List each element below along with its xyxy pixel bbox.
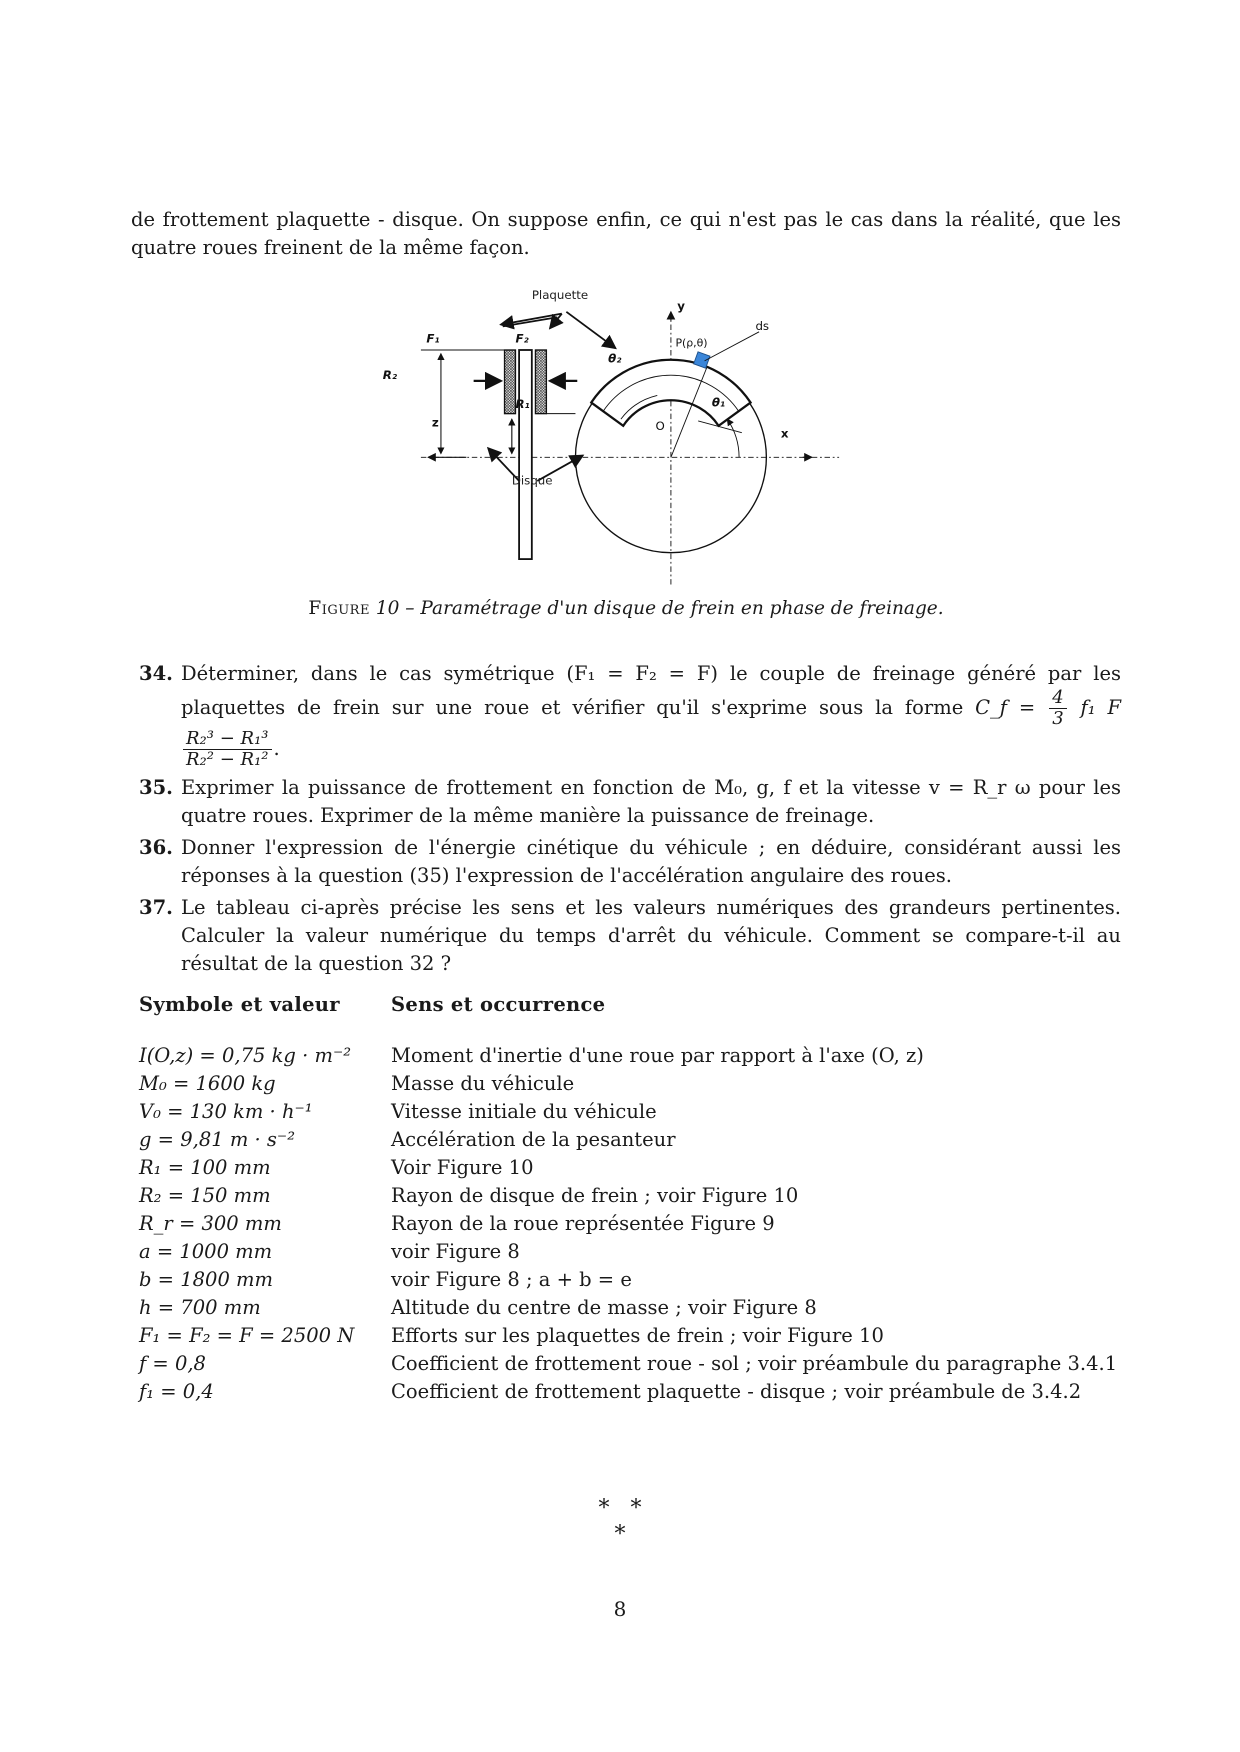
table-row: g = 9,81 m · s⁻² Accélération de la pesanteur — [139, 1128, 676, 1151]
label-x: x — [780, 426, 789, 441]
formula-fraction-2: $\frac{\text{R₂³ − R₁³}}{\text{R₂² − R₁²}}$ — [183, 729, 272, 770]
question-35 — [131, 774, 1121, 830]
label-r2: R₂ — [382, 368, 397, 383]
table-row: a = 1000 mm voir Figure 8 — [139, 1240, 520, 1263]
label-f2: F₂ — [515, 331, 529, 346]
question-text: Donner l'expression de l'énergie cinétique du véhicule ; en déduire, considérant aussi les réponses à la question (35) l'expression de l'accélération angulaire des roues. — [181, 836, 1121, 887]
questions-list — [131, 660, 1121, 982]
table-row: b = 1800 mm voir Figure 8 ; a + b = e — [139, 1268, 632, 1291]
table-row: R_r = 300 mm Rayon de la roue représentée Figure 9 — [139, 1212, 775, 1235]
question-text: Déterminer, dans le cas symétrique (F₁ = F₂ = F) le couple de freinage généré par les plaquettes de frein sur une roue et vérifier qu'il s'exprime sous la forme — [181, 662, 1121, 719]
label-r1: R₁ — [515, 397, 530, 412]
question-number: 37. — [139, 896, 173, 919]
table-row: h = 700 mm Altitude du centre de masse ; voir Figure 8 — [139, 1296, 817, 1319]
figure-caption-text: – Paramétrage d'un disque de frein en phase de freinage. — [405, 598, 944, 619]
question-number: 36. — [139, 836, 173, 859]
label-theta2: θ₂ — [608, 351, 622, 366]
question-text: Exprimer la puissance de frottement en fonction de M₀, g, f et la vitesse v = R_r ω pour les quatre roues. Exprimer de la même manière la puissance de freinage. — [181, 776, 1121, 827]
table-row: I(O,z) = 0,75 kg · m⁻² Moment d'inertie d'une roue par rapport à l'axe (O, z) — [139, 1044, 924, 1067]
label-theta1: θ₁ — [711, 395, 726, 410]
label-o: O — [655, 419, 665, 433]
table-header-description: Sens et occurrence — [391, 993, 606, 1016]
label-f1: F₁ — [426, 331, 440, 346]
label-plaquette: Plaquette — [531, 290, 589, 303]
question-text: Le tableau ci-après précise les sens et les valeurs numériques des grandeurs pertinentes. Calculer la valeur numérique du temps d'arrêt du véhicule. Comment se compare-t-il au résultat de la question 32 ? — [181, 896, 1121, 975]
table-row: V₀ = 130 km · h⁻¹ Vitesse initiale du véhicule — [139, 1100, 657, 1123]
question-36 — [131, 834, 1121, 890]
pad-right — [535, 350, 546, 414]
page-number: 8 — [613, 1597, 627, 1621]
section-stars-top: * * — [598, 1496, 642, 1521]
question-number: 34. — [139, 662, 173, 685]
table-row: R₁ = 100 mm Voir Figure 10 — [139, 1156, 534, 1179]
brake-disc-figure — [360, 290, 900, 590]
figure-caption — [131, 598, 1121, 619]
table-header — [139, 993, 1119, 1016]
formula-fraction-1: $\frac{4}{3}$ — [1049, 688, 1066, 729]
question-34: 34. Déterminer, dans le cas symétrique (F₁ = F₂ = F) le couple de freinage généré par les plaquettes de frein sur une roue et vérifier qu'il s'exprime sous la forme C_f = $\frac{4}{3}$ f₁ F $\frac{\text{R₂³ − R₁³}}{\text{R₂² − R₁²}}$ . — [139, 662, 1122, 770]
figure-caption-number: 10 — [375, 598, 400, 619]
table-row: f = 0,8 Coefficient de frottement roue - sol ; voir préambule du paragraphe 3.4.1 — [139, 1352, 1118, 1375]
disc-side — [519, 350, 532, 559]
table-header-symbol: Symbole et valeur — [139, 993, 340, 1016]
intro-paragraph: de frottement plaquette - disque. On suppose enfin, ce qui n'est pas le cas dans la réalité, que les quatre roues freinent de la même façon. — [131, 208, 1121, 259]
section-stars-bottom: * — [614, 1522, 626, 1547]
question-number: 35. — [139, 776, 173, 799]
table-row: f₁ = 0,4 Coefficient de frottement plaquette - disque ; voir préambule de 3.4.2 — [139, 1380, 1082, 1403]
formula-mid: f₁ F — [1080, 696, 1122, 719]
label-p: P(ρ,θ) — [675, 336, 708, 350]
label-ds: ds — [755, 319, 770, 333]
formula-lhs: C_f = — [975, 696, 1036, 719]
table-row: F₁ = F₂ = F = 2500 N Efforts sur les plaquettes de frein ; voir Figure 10 — [139, 1324, 884, 1347]
table-row: R₂ = 150 mm Rayon de disque de frein ; voir Figure 10 — [139, 1184, 799, 1207]
pad-left — [505, 350, 516, 414]
label-y: y — [677, 299, 685, 313]
table-row: M₀ = 1600 kg Masse du véhicule — [139, 1072, 575, 1095]
question-37 — [131, 894, 1121, 978]
figure-caption-label: Figure — [308, 598, 370, 619]
label-disque: Disque — [511, 473, 553, 488]
values-table — [139, 993, 1119, 1406]
label-z: z — [431, 415, 439, 430]
